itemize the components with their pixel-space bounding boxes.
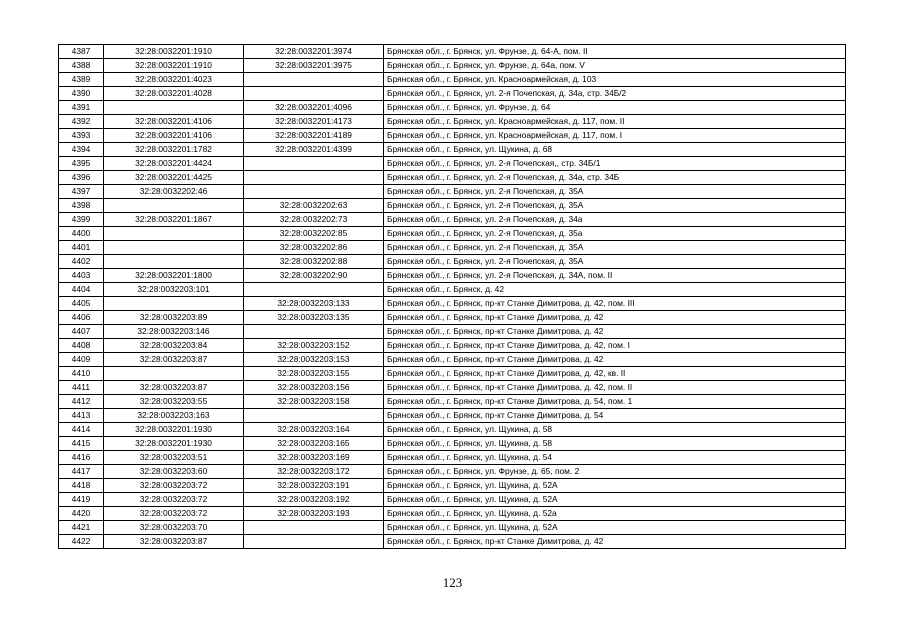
table-row <box>59 465 846 479</box>
table-row <box>59 115 846 129</box>
object-number-cell: 32:28:0032203:156 <box>244 381 384 395</box>
row-number-cell: 4410 <box>59 367 104 381</box>
row-number-cell: 4409 <box>59 353 104 367</box>
row-number-cell: 4419 <box>59 493 104 507</box>
row-number-cell: 4397 <box>59 185 104 199</box>
table-row <box>59 493 846 507</box>
object-number-cell <box>244 157 384 171</box>
object-number-cell: 32:28:0032201:4399 <box>244 143 384 157</box>
object-number-cell <box>244 171 384 185</box>
parcel-number-cell <box>104 101 244 115</box>
table-row <box>59 101 846 115</box>
parcel-number-cell: 32:28:0032201:4023 <box>104 73 244 87</box>
object-number-cell <box>244 73 384 87</box>
page-number: 123 <box>442 575 463 590</box>
register-table <box>58 44 846 549</box>
parcel-number-cell: 32:28:0032201:4425 <box>104 171 244 185</box>
row-number-cell: 4389 <box>59 73 104 87</box>
parcel-number-cell: 32:28:0032201:4028 <box>104 87 244 101</box>
parcel-number-cell: 32:28:0032203:60 <box>104 465 244 479</box>
table-row <box>59 339 846 353</box>
row-number-cell: 4392 <box>59 115 104 129</box>
table-row <box>59 59 846 73</box>
object-number-cell: 32:28:0032201:4189 <box>244 129 384 143</box>
parcel-number-cell <box>104 241 244 255</box>
parcel-number-cell: 32:28:0032201:4106 <box>104 129 244 143</box>
table-row <box>59 353 846 367</box>
row-number-cell: 4387 <box>59 45 104 59</box>
address-cell: Брянская обл., г. Брянск, ул. Красноармейская, д. 117, пом. II <box>384 115 846 129</box>
row-number-cell: 4413 <box>59 409 104 423</box>
object-number-cell: 32:28:0032201:4173 <box>244 115 384 129</box>
table-row <box>59 255 846 269</box>
table-row <box>59 325 846 339</box>
parcel-number-cell: 32:28:0032201:4106 <box>104 115 244 129</box>
table-row <box>59 297 846 311</box>
object-number-cell: 32:28:0032202:85 <box>244 227 384 241</box>
table-row <box>59 185 846 199</box>
object-number-cell: 32:28:0032203:155 <box>244 367 384 381</box>
address-cell: Брянская обл., г. Брянск, ул. Красноармейская, д. 117, пом. I <box>384 129 846 143</box>
row-number-cell: 4398 <box>59 199 104 213</box>
address-cell: Брянская обл., г. Брянск, пр-кт Станке Димитрова, д. 42, кв. II <box>384 367 846 381</box>
object-number-cell: 32:28:0032203:152 <box>244 339 384 353</box>
row-number-cell: 4401 <box>59 241 104 255</box>
address-cell: Брянская обл., г. Брянск, пр-кт Станке Димитрова, д. 42, пом. I <box>384 339 846 353</box>
object-number-cell: 32:28:0032203:165 <box>244 437 384 451</box>
address-cell: Брянская обл., г. Брянск, д. 42 <box>384 283 846 297</box>
parcel-number-cell <box>104 255 244 269</box>
object-number-cell <box>244 521 384 535</box>
table-row <box>59 437 846 451</box>
object-number-cell: 32:28:0032203:164 <box>244 423 384 437</box>
row-number-cell: 4391 <box>59 101 104 115</box>
row-number-cell: 4407 <box>59 325 104 339</box>
parcel-number-cell <box>104 199 244 213</box>
parcel-number-cell: 32:28:0032203:87 <box>104 535 244 549</box>
object-number-cell: 32:28:0032201:3974 <box>244 45 384 59</box>
parcel-number-cell: 32:28:0032203:72 <box>104 493 244 507</box>
object-number-cell: 32:28:0032203:135 <box>244 311 384 325</box>
row-number-cell: 4422 <box>59 535 104 549</box>
table-row <box>59 199 846 213</box>
parcel-number-cell: 32:28:0032201:1910 <box>104 45 244 59</box>
object-number-cell <box>244 283 384 297</box>
table-row <box>59 87 846 101</box>
object-number-cell: 32:28:0032202:90 <box>244 269 384 283</box>
address-cell: Брянская обл., г. Брянск, ул. Щукина, д. 68 <box>384 143 846 157</box>
row-number-cell: 4399 <box>59 213 104 227</box>
table-row <box>59 479 846 493</box>
table-row <box>59 409 846 423</box>
row-number-cell: 4405 <box>59 297 104 311</box>
row-number-cell: 4416 <box>59 451 104 465</box>
table-row <box>59 129 846 143</box>
address-cell: Брянская обл., г. Брянск, ул. 2-я Почепская, д. 34а <box>384 213 846 227</box>
table-row <box>59 423 846 437</box>
table-row <box>59 283 846 297</box>
parcel-number-cell: 32:28:0032201:1800 <box>104 269 244 283</box>
object-number-cell: 32:28:0032203:193 <box>244 507 384 521</box>
table-row <box>59 395 846 409</box>
address-cell: Брянская обл., г. Брянск, ул. Щукина, д. 52а <box>384 507 846 521</box>
address-cell: Брянская обл., г. Брянск, пр-кт Станке Димитрова, д. 54 <box>384 409 846 423</box>
address-cell: Брянская обл., г. Брянск, ул. 2-я Почепская, д. 35а <box>384 227 846 241</box>
row-number-cell: 4388 <box>59 59 104 73</box>
row-number-cell: 4420 <box>59 507 104 521</box>
row-number-cell: 4412 <box>59 395 104 409</box>
parcel-number-cell: 32:28:0032201:4424 <box>104 157 244 171</box>
address-cell: Брянская обл., г. Брянск, ул. Щукина, д. 58 <box>384 437 846 451</box>
table-row <box>59 227 846 241</box>
address-cell: Брянская обл., г. Брянск, пр-кт Станке Димитрова, д. 42, пом. III <box>384 297 846 311</box>
row-number-cell: 4402 <box>59 255 104 269</box>
object-number-cell: 32:28:0032203:158 <box>244 395 384 409</box>
row-number-cell: 4404 <box>59 283 104 297</box>
address-cell: Брянская обл., г. Брянск, пр-кт Станке Димитрова, д. 42 <box>384 325 846 339</box>
table-row <box>59 367 846 381</box>
object-number-cell <box>244 325 384 339</box>
table-row <box>59 381 846 395</box>
address-cell: Брянская обл., г. Брянск, пр-кт Станке Димитрова, д. 54, пом. 1 <box>384 395 846 409</box>
parcel-number-cell <box>104 367 244 381</box>
address-cell: Брянская обл., г. Брянск, ул. 2-я Почепская, д. 35А <box>384 185 846 199</box>
address-cell: Брянская обл., г. Брянск, ул. Фрунзе, д. 64а, пом. V <box>384 59 846 73</box>
object-number-cell: 32:28:0032203:169 <box>244 451 384 465</box>
parcel-number-cell: 32:28:0032203:51 <box>104 451 244 465</box>
address-cell: Брянская обл., г. Брянск, ул. Щукина, д. 58 <box>384 423 846 437</box>
parcel-number-cell: 32:28:0032201:1867 <box>104 213 244 227</box>
address-cell: Брянская обл., г. Брянск, ул. Щукина, д. 52А <box>384 493 846 507</box>
parcel-number-cell: 32:28:0032202:46 <box>104 185 244 199</box>
address-cell: Брянская обл., г. Брянск, ул. Фрунзе, д. 65, пом. 2 <box>384 465 846 479</box>
address-cell: Брянская обл., г. Брянск, ул. 2-я Почепская, д. 35А <box>384 241 846 255</box>
address-cell: Брянская обл., г. Брянск, ул. Щукина, д. 54 <box>384 451 846 465</box>
address-cell: Брянская обл., г. Брянск, ул. Красноармейская, д. 103 <box>384 73 846 87</box>
parcel-number-cell: 32:28:0032203:163 <box>104 409 244 423</box>
parcel-number-cell: 32:28:0032203:72 <box>104 479 244 493</box>
row-number-cell: 4395 <box>59 157 104 171</box>
address-cell: Брянская обл., г. Брянск, ул. 2-я Почепская, д. 34а, стр. 34Б <box>384 171 846 185</box>
row-number-cell: 4394 <box>59 143 104 157</box>
table-row <box>59 143 846 157</box>
address-cell: Брянская обл., г. Брянск, пр-кт Станке Димитрова, д. 42 <box>384 353 846 367</box>
row-number-cell: 4414 <box>59 423 104 437</box>
object-number-cell <box>244 87 384 101</box>
table-row <box>59 507 846 521</box>
object-number-cell <box>244 535 384 549</box>
table-row <box>59 451 846 465</box>
row-number-cell: 4415 <box>59 437 104 451</box>
row-number-cell: 4408 <box>59 339 104 353</box>
table-row <box>59 157 846 171</box>
table-row <box>59 311 846 325</box>
object-number-cell: 32:28:0032202:88 <box>244 255 384 269</box>
address-cell: Брянская обл., г. Брянск, ул. 2-я Почепская, д. 35А <box>384 255 846 269</box>
row-number-cell: 4417 <box>59 465 104 479</box>
table-row <box>59 521 846 535</box>
address-cell: Брянская обл., г. Брянск, ул. Фрунзе, д. 64-А, пом. II <box>384 45 846 59</box>
parcel-number-cell: 32:28:0032203:146 <box>104 325 244 339</box>
address-cell: Брянская обл., г. Брянск, ул. Щукина, д. 52А <box>384 479 846 493</box>
object-number-cell: 32:28:0032202:63 <box>244 199 384 213</box>
address-cell: Брянская обл., г. Брянск, ул. Фрунзе, д. 64 <box>384 101 846 115</box>
parcel-number-cell: 32:28:0032203:55 <box>104 395 244 409</box>
row-number-cell: 4400 <box>59 227 104 241</box>
parcel-number-cell: 32:28:0032203:72 <box>104 507 244 521</box>
address-cell: Брянская обл., г. Брянск, ул. 2-я Почепская, д. 34А, пом. II <box>384 269 846 283</box>
object-number-cell: 32:28:0032203:192 <box>244 493 384 507</box>
table-row <box>59 535 846 549</box>
object-number-cell: 32:28:0032201:3975 <box>244 59 384 73</box>
parcel-number-cell <box>104 297 244 311</box>
table-row <box>59 45 846 59</box>
row-number-cell: 4418 <box>59 479 104 493</box>
row-number-cell: 4396 <box>59 171 104 185</box>
parcel-number-cell: 32:28:0032203:87 <box>104 381 244 395</box>
object-number-cell: 32:28:0032203:191 <box>244 479 384 493</box>
address-cell: Брянская обл., г. Брянск, ул. 2-я Почепская,, стр. 34Б/1 <box>384 157 846 171</box>
row-number-cell: 4393 <box>59 129 104 143</box>
address-cell: Брянская обл., г. Брянск, ул. Щукина, д. 52А <box>384 521 846 535</box>
parcel-number-cell <box>104 227 244 241</box>
object-number-cell: 32:28:0032203:172 <box>244 465 384 479</box>
parcel-number-cell: 32:28:0032201:1782 <box>104 143 244 157</box>
row-number-cell: 4411 <box>59 381 104 395</box>
object-number-cell: 32:28:0032203:133 <box>244 297 384 311</box>
parcel-number-cell: 32:28:0032203:70 <box>104 521 244 535</box>
object-number-cell: 32:28:0032202:73 <box>244 213 384 227</box>
table-row <box>59 241 846 255</box>
address-cell: Брянская обл., г. Брянск, пр-кт Станке Димитрова, д. 42 <box>384 535 846 549</box>
address-cell: Брянская обл., г. Брянск, пр-кт Станке Димитрова, д. 42 <box>384 311 846 325</box>
parcel-number-cell: 32:28:0032201:1930 <box>104 437 244 451</box>
table-row <box>59 269 846 283</box>
parcel-number-cell: 32:28:0032201:1930 <box>104 423 244 437</box>
row-number-cell: 4421 <box>59 521 104 535</box>
parcel-number-cell: 32:28:0032203:101 <box>104 283 244 297</box>
row-number-cell: 4403 <box>59 269 104 283</box>
address-cell: Брянская обл., г. Брянск, ул. 2-я Почепская, д. 35А <box>384 199 846 213</box>
parcel-number-cell: 32:28:0032201:1910 <box>104 59 244 73</box>
object-number-cell: 32:28:0032202:86 <box>244 241 384 255</box>
parcel-number-cell: 32:28:0032203:84 <box>104 339 244 353</box>
object-number-cell: 32:28:0032201:4096 <box>244 101 384 115</box>
row-number-cell: 4406 <box>59 311 104 325</box>
parcel-number-cell: 32:28:0032203:87 <box>104 353 244 367</box>
table-row <box>59 73 846 87</box>
object-number-cell <box>244 409 384 423</box>
object-number-cell: 32:28:0032203:153 <box>244 353 384 367</box>
address-cell: Брянская обл., г. Брянск, пр-кт Станке Димитрова, д. 42, пом. II <box>384 381 846 395</box>
register-table-body <box>59 45 846 549</box>
object-number-cell <box>244 185 384 199</box>
parcel-number-cell: 32:28:0032203:89 <box>104 311 244 325</box>
table-row <box>59 213 846 227</box>
address-cell: Брянская обл., г. Брянск, ул. 2-я Почепская, д. 34а, стр. 34Б/2 <box>384 87 846 101</box>
table-row <box>59 171 846 185</box>
row-number-cell: 4390 <box>59 87 104 101</box>
